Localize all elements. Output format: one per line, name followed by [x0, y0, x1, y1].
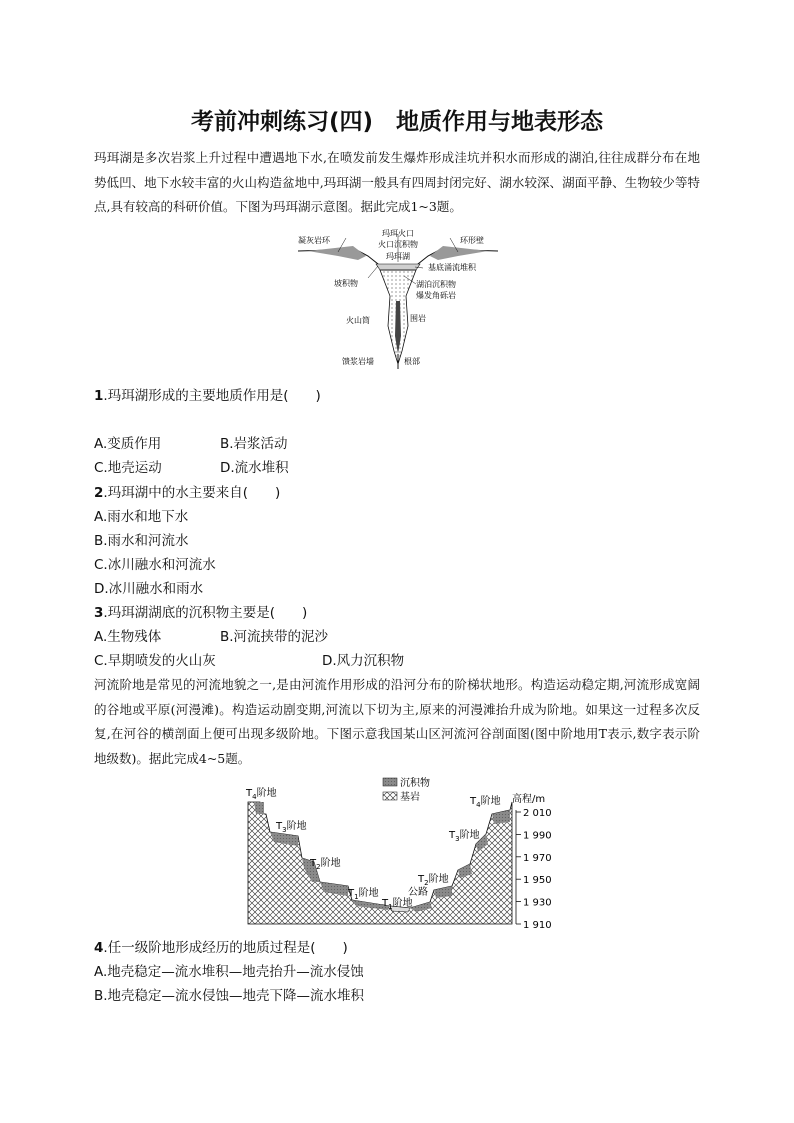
elevation-tick-label: 1 910: [523, 920, 552, 931]
question-2-stem: 2.玛珥湖中的水主要来自( ): [94, 485, 281, 501]
river-terrace-diagram: [240, 774, 560, 932]
q1-option-b[interactable]: B.岩浆活动: [220, 436, 288, 452]
q3-option-b[interactable]: B.河流挟带的泥沙: [220, 629, 329, 645]
legend-sediment-swatch: [383, 778, 397, 786]
label-ring-wall: 环形壁: [460, 236, 484, 245]
q3-option-c[interactable]: C.早期喷发的火山灰: [94, 653, 216, 669]
question-1-stem: 1.玛珥湖形成的主要地质作用是( ): [94, 388, 321, 404]
legend-sediment-label: 沉积物: [400, 778, 430, 789]
label-maar-lake: 玛珥湖: [386, 252, 410, 261]
label-root: 根部: [404, 357, 420, 366]
elevation-tick-label: 1 930: [523, 897, 552, 909]
label-dike: 馈浆岩墙: [342, 357, 374, 366]
elevation-ticks: [516, 808, 552, 931]
road-label: 公路: [408, 887, 428, 898]
q4-option-b[interactable]: B.地壳稳定—流水侵蚀—地壳下降—流水堆积: [94, 988, 365, 1004]
q1-option-d[interactable]: D.流水堆积: [220, 460, 289, 476]
label-volcanic-conduit: 火山筒: [346, 316, 370, 325]
label-crater-sediment: 火口沉积物: [378, 240, 418, 249]
label-maar-crater: 玛珥火口: [382, 229, 414, 238]
q2-option-b[interactable]: B.雨水和河流水: [94, 533, 189, 549]
label-talus: 坡积物: [334, 279, 358, 288]
question-4-stem: 4.任一级阶地形成经历的地质过程是( ): [94, 940, 348, 956]
q2-option-d[interactable]: D.冰川融水和雨水: [94, 581, 204, 597]
maar-lake-diagram: [298, 226, 498, 371]
terrace-t1-bottom: $T_1$阶地: [382, 898, 413, 911]
q1-option-c[interactable]: C.地壳运动: [94, 460, 162, 476]
axis-title: 高程/m: [512, 794, 546, 805]
elevation-tick-label: 2 010: [523, 808, 552, 819]
terrace-t4-left: $T_4$阶地: [246, 788, 277, 801]
terrace-t2-left: $T_2$阶地: [310, 858, 341, 871]
q2-option-a[interactable]: A.雨水和地下水: [94, 509, 189, 525]
label-tuff-ring: 凝灰岩环: [298, 236, 330, 245]
elevation-tick-label: 1 970: [523, 852, 552, 864]
elevation-tick-label: 1 950: [523, 875, 552, 887]
intro-passage-maar: 玛珥湖是多次岩浆上升过程中遭遇地下水,在喷发前发生爆炸形成洼坑并积水而形成的湖泊,往往成群分布在地势低凹、地下水较丰富的火山构造盆地中,玛珥湖一般具有四周封闭完好、湖水较深、湖面平静、生物较少等特点,具有较高的科研价值。下图为玛珥湖示意图。据此完成1~3题。: [94, 150, 700, 214]
q3-option-a[interactable]: A.生物残体: [94, 629, 162, 645]
terrace-t4-right: $T_4$阶地: [470, 796, 501, 809]
question-3-stem: 3.玛珥湖湖底的沉积物主要是( ): [94, 605, 308, 621]
page-title: 考前冲刺练习(四) 地质作用与地表形态: [190, 109, 604, 135]
label-breccia: 爆发角砾岩: [416, 291, 456, 300]
legend-bedrock-swatch: [383, 792, 397, 800]
terrace-t1-left: $T_1$阶地: [348, 888, 379, 901]
elevation-tick-label: 1 990: [523, 830, 552, 842]
label-country-rock: 围岩: [410, 314, 426, 323]
terrace-t2-right: $T_2$阶地: [418, 874, 449, 887]
q1-option-a[interactable]: A.变质作用: [94, 436, 162, 452]
terrace-t3-left: $T_3$阶地: [276, 821, 307, 834]
legend-bedrock-label: 基岩: [400, 792, 420, 803]
label-lake-sediment: 湖泊沉积物: [416, 280, 456, 289]
intro-passage-terrace: 河流阶地是常见的河流地貌之一,是由河流作用形成的沿河分布的阶梯状地形。构造运动稳定期,河流形成宽阔的谷地或平原(河漫滩)。构造运动剧变期,河流以下切为主,原来的河漫滩抬升成为阶地。如果这一过程多次反复,在河谷的横剖面上便可出现多级阶地。下图示意我国某山区河流河谷剖面图(图中阶地用T表示,数字表示阶地级数)。据此完成4~5题。: [94, 677, 700, 766]
terrace-t3-right: $T_3$阶地: [449, 830, 480, 843]
q2-option-c[interactable]: C.冰川融水和河流水: [94, 557, 216, 573]
q4-option-a[interactable]: A.地壳稳定—流水堆积—地壳抬升—流水侵蚀: [94, 964, 364, 980]
q3-option-d[interactable]: D.风力沉积物: [322, 653, 405, 669]
label-base-surge: 基底涌流堆积: [428, 263, 476, 272]
